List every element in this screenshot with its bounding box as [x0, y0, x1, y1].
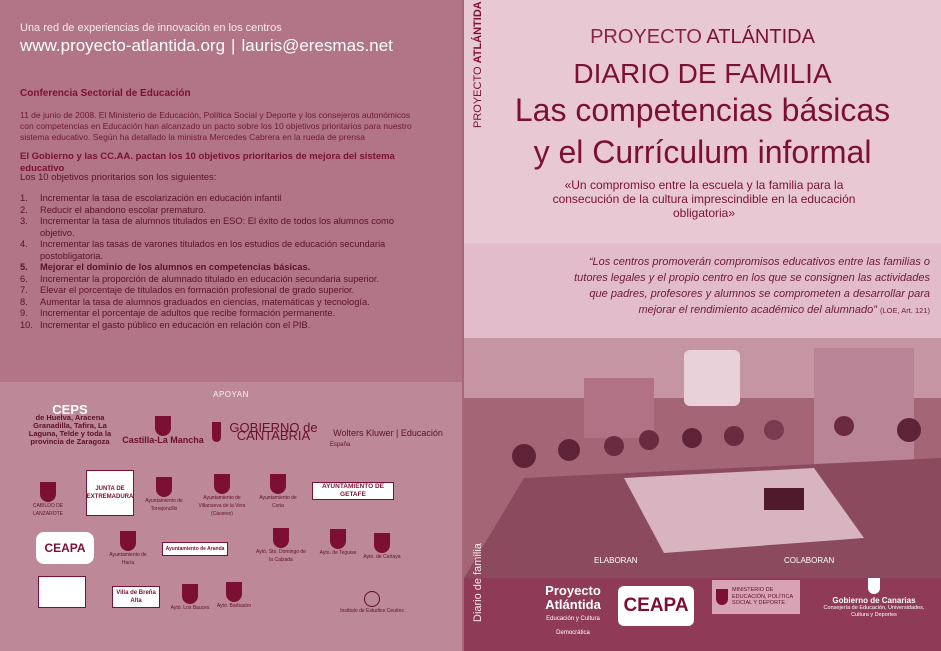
- shield-icon: [155, 416, 171, 436]
- ministerio-logo: MINISTERIO DE EDUCACIÓN, POLÍTICA SOCIAL Y DEPORTE: [712, 580, 800, 614]
- emblem-icon: [364, 591, 380, 607]
- list-item: 4. Incrementar las tasas de varones titulados en los estudios de educación secundaria postobligatoria.: [20, 239, 386, 261]
- shield-icon: [226, 582, 242, 602]
- teguise-logo: Ayto. de Teguise: [318, 520, 358, 566]
- email-link[interactable]: lauris@eresmas.net: [241, 36, 393, 55]
- list-item: 7. Elevar el porcentaje de titulados en formación profesional de grado superior.: [20, 285, 355, 295]
- project-title: PROYECTO ATLÁNTIDA: [590, 26, 815, 48]
- ceps-logo: [20, 402, 120, 446]
- meeting-photo: [464, 338, 941, 578]
- aranda-logo: Ayuntamiento de Aranda: [162, 542, 228, 556]
- goals-title: El Gobierno y las CC.AA. pactan los 10 objetivos prioritarios de mejora del sistema educativo: [20, 151, 395, 174]
- getafe-logo: AYUNTAMIENTO DE GETAFE: [312, 482, 394, 500]
- shield-icon: [273, 528, 289, 548]
- list-item: 2. Reducir el abandono escolar prematuro.: [20, 204, 206, 215]
- haria-logo: Ayuntamiento de Haría: [104, 528, 152, 570]
- spine-project-label: PROYECTO ATLÁNTIDA: [472, 1, 484, 128]
- goals-intro: Los 10 objetivos prioritarios son los siguientes:: [20, 172, 217, 183]
- shield-icon: [330, 529, 346, 549]
- lanzarote-logo: CABILDO DE LANZAROTE: [18, 480, 78, 520]
- apoyan-label: APOYAN: [213, 390, 249, 399]
- front-cover: [464, 0, 941, 651]
- shield-icon: [214, 474, 230, 494]
- separator: |: [231, 36, 236, 55]
- list-item: 8. Aumentar la tasa de alumnos graduados en ciencias, matemáticas y tecnología.: [20, 296, 370, 307]
- small-flag-logo: [38, 576, 86, 608]
- loe-quote: “Los centros promoverán compromisos educativos entre las familias o tutores legales y el propio centro en los que se consignen las actividades que padres, profesores y alumnos se comprometen a desarrollar para mejorar el rendimiento académico del alumnado” (LOE, Art. 121): [574, 256, 930, 316]
- subtitle: «Un compromiso entre la escuela y la familia para la consecución de la cultura imprescindible en la educación obligatoria»: [552, 178, 856, 220]
- meeting-photo-illustration: [464, 338, 941, 578]
- shield-icon: [182, 584, 198, 604]
- conference-text: 11 de junio de 2008. El Ministerio de Educación, Política Social y Deporte y los consejeros autonómicos con competencias en Educación han alcanzado un pacto sobre los 10 objetivos prioritarios para nuestro sistema educativo. Según ha detallado la ministra Mercedes Cabrera en la rueda de prensa: [20, 110, 412, 142]
- villa-brena-logo: Villa de Breña Alta: [112, 586, 160, 608]
- ceps-title: CEPS: [52, 402, 88, 417]
- shield-icon: [868, 578, 880, 594]
- wolters-kluwer-logo: Wolters Kluwer | Educación: [333, 428, 443, 438]
- list-item: 5. Mejorar el dominio de los alumnos en competencias básicas.: [20, 262, 311, 272]
- proyecto-atlantida-logo: Proyecto Atlántida Educación y Cultura Democrática: [545, 583, 601, 636]
- spine-diario-label: Diario de familia: [472, 543, 484, 622]
- sto-domingo-logo: Aytó. Sto. Domingo de la Calzada: [256, 520, 306, 572]
- list-item: 3. Incrementar la tasa de alumnos titulados en ESO: El éxito de todos los alumnos como objetivo.: [20, 216, 394, 238]
- villanueva-logo: Ayuntamiento de Villanueva de la Vera (Cáceres): [196, 470, 248, 522]
- shield-icon: [716, 589, 728, 605]
- torrejoncillo-logo: Ayuntamiento de Torrejoncillo: [142, 470, 186, 520]
- list-item: 1. Incrementar la tasa de escolarización en educación infantil: [20, 193, 282, 203]
- quote-reference: (LOE, Art. 121): [879, 306, 930, 315]
- website-link[interactable]: www.proyecto-atlantida.org: [20, 36, 226, 55]
- list-item: 10. Incrementar el gasto público en educación en relación con el PIB.: [20, 319, 311, 330]
- shield-icon: [156, 477, 172, 497]
- shield-icon: [120, 531, 136, 551]
- shield-icon: [40, 482, 56, 502]
- barbastro-logo: Aytó. Barbastro: [214, 574, 254, 618]
- contact-line: [20, 36, 393, 56]
- cantabria-logo: GOBIERNO de CANTABRIA: [212, 412, 320, 452]
- diario-title: DIARIO DE FAMILIA: [573, 58, 832, 89]
- ceapa-logo: CEAPA: [618, 586, 694, 626]
- ceapa-small-logo: CEAPA: [36, 532, 94, 564]
- gobierno-canarias-logo: Gobierno de Canarias Consejería de Educación, Universidades, Cultura y Deportes: [814, 578, 934, 624]
- extremadura-logo: JUNTA DE EXTREMADURA: [86, 470, 134, 516]
- main-title-line1: Las competencias básicas: [514, 92, 891, 128]
- main-title-line2: y el Currículum informal: [533, 134, 872, 170]
- goals-list: [20, 193, 420, 331]
- list-item: 9. Incrementar el porcentaje de adultos que recibe formación permanente.: [20, 308, 336, 318]
- shield-icon: [270, 474, 286, 494]
- list-item: 6. Incrementar la proporción de alumnado titulado en educación secundaria superior.: [20, 273, 380, 284]
- ceps-text: de Huelva, Aracena Granadilla, Tafira, La Laguna, Telde y toda la provincia de Zaragoza: [28, 413, 112, 446]
- shield-icon: [212, 422, 221, 442]
- cartaya-logo: Ayto. de Cartaya: [360, 530, 404, 564]
- wolters-sub: España: [329, 442, 351, 448]
- ieceutes-logo: Instituto de Estudios Ceutíes: [332, 590, 412, 616]
- elaboran-label: ELABORAN: [594, 556, 638, 565]
- bauces-logo: Aytó. Los Bauces: [170, 578, 210, 618]
- castilla-la-mancha-logo: Castilla-La Mancha: [118, 410, 208, 450]
- colaboran-label: COLABORAN: [784, 556, 835, 565]
- tagline: Una red de experiencias de innovación en los centros: [20, 22, 282, 34]
- shield-icon: [374, 533, 390, 553]
- coria-logo: Ayuntamiento de Coria: [256, 470, 300, 514]
- conference-title: Conferencia Sectorial de Educación: [20, 88, 191, 99]
